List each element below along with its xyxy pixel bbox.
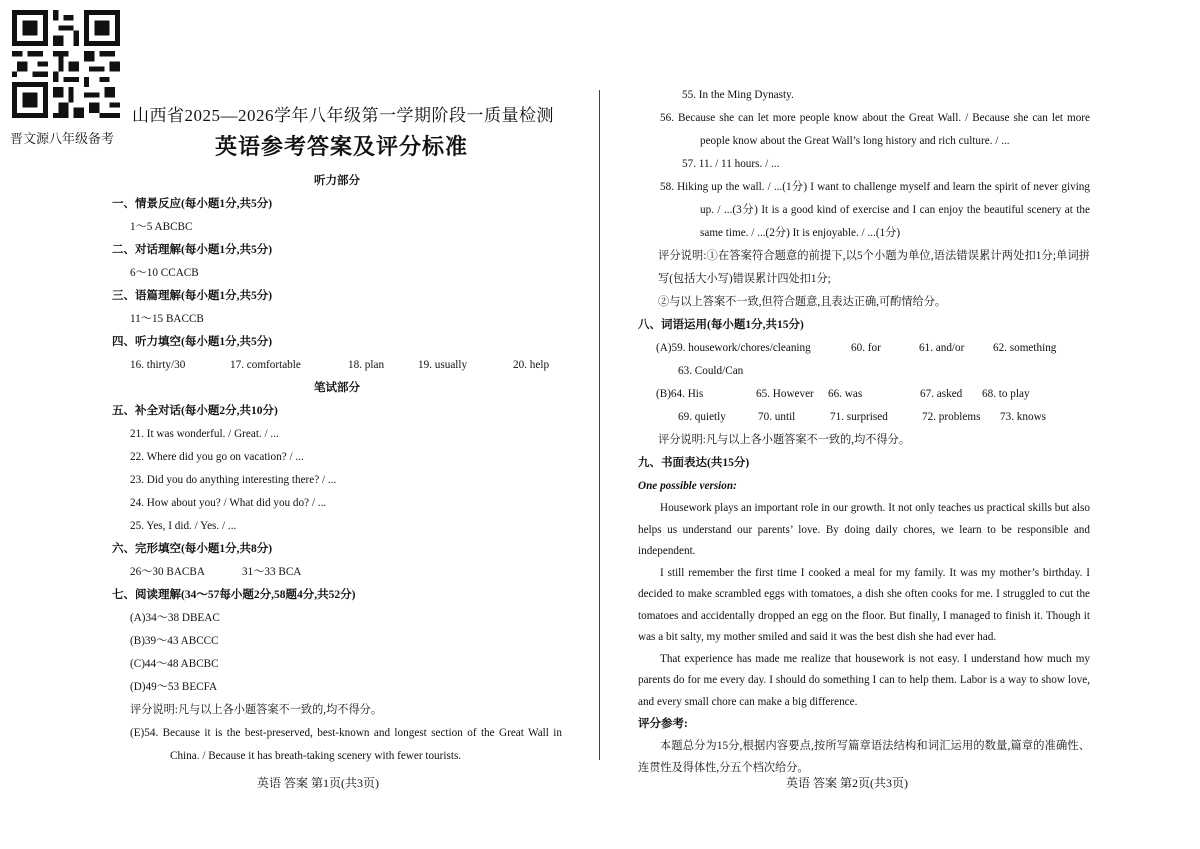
- scoring-note: 评分说明:凡与以上各小题答案不一致的,均不得分。: [658, 434, 911, 446]
- answer-item: 71. surprised: [830, 411, 888, 423]
- scoring-reference: 本题总分为15分,根据内容要点,按所写篇章语法结构和词汇运用的数量,篇章的准确性、连贯性及得体性,分五个档次给分。: [638, 740, 1090, 774]
- answer-item: 31～33 BCA: [242, 566, 302, 578]
- answer-paragraph: 56. Because she can let more people know about the Great Wall. / Because she can let more people know about the Great Wall’s long history and rich culture. / ...: [660, 112, 1090, 147]
- answer-item: 61. and/or: [919, 342, 965, 354]
- right-column: [638, 84, 1090, 779]
- answer-line: (C)44～48 ABCBC: [130, 658, 219, 670]
- answer-line: 25. Yes, I did. / Yes. / ...: [130, 520, 237, 532]
- section-title: 四、听力填空(每小题1分,共5分): [112, 336, 273, 348]
- answer-item: 66. was: [828, 388, 863, 400]
- answer-line: 24. How about you? / What did you do? / ...: [130, 497, 327, 509]
- listening-heading: 听力部分: [314, 175, 360, 187]
- answer-line: (A)34～38 DBEAC: [130, 612, 220, 624]
- answer-item: (A)59. housework/chores/cleaning: [656, 342, 811, 354]
- answer-item: (B)64. His: [656, 388, 704, 400]
- footer-left: 英语 答案 第1页(共3页): [257, 776, 379, 790]
- answer-item: 69. quietly: [678, 411, 726, 423]
- section-title: 评分参考:: [638, 718, 688, 730]
- answer-line: 6～10 CCACB: [130, 267, 199, 279]
- answer-row: [112, 354, 562, 377]
- answer-line: 22. Where did you go on vacation? / ...: [130, 451, 304, 463]
- scoring-note: ②与以上答案不一致,但符合题意,且表达正确,可酌情给分。: [658, 296, 947, 308]
- answer-item: 17. comfortable: [230, 359, 301, 371]
- section-title: 八、词语运用(每小题1分,共15分): [638, 319, 804, 331]
- answer-item: 20. help: [513, 359, 550, 371]
- answer-row: [638, 406, 1090, 429]
- answer-line: 63. Could/Can: [678, 365, 744, 377]
- answer-item: 70. until: [758, 411, 796, 423]
- scoring-note: 评分说明:①在答案符合题意的前提下,以5个小题为单位,语法错误累计两处扣1分;单词拼写(包括大小写)错误累计四处扣1分;: [658, 250, 1090, 285]
- qr-code: [12, 10, 120, 118]
- scoring-note: 评分说明:凡与以上各小题答案不一致的,均不得分。: [130, 704, 383, 716]
- left-column: [112, 170, 562, 768]
- answer-row: [638, 383, 1090, 406]
- answer-line: 23. Did you do anything interesting there? / ...: [130, 474, 337, 486]
- writing-heading: 笔试部分: [314, 382, 360, 394]
- answer-item: 18. plan: [348, 359, 385, 371]
- exam-title: 山西省2025—2026学年八年级第一学期阶段一质量检测: [132, 106, 554, 125]
- essay-paragraph: That experience has made me realize that housework is not easy. I understand how much my parents do for me every day. I should do something I can to help them. Labor is a way to show love, and every small chore can make a big difference.: [638, 652, 1090, 708]
- answer-item: 68. to play: [982, 388, 1030, 400]
- section-title: 一、情景反应(每小题1分,共5分): [112, 198, 273, 210]
- answer-line: 1～5 ABCBC: [130, 221, 193, 233]
- answer-item: 67. asked: [920, 388, 963, 400]
- answer-item: 65. However: [756, 388, 814, 400]
- essay-paragraph: Housework plays an important role in our growth. It not only teaches us practical skills but also helps us understand our parents’ love. By doing daily chores, we learn to be responsible and independent.: [638, 502, 1090, 557]
- section-title: 五、补全对话(每小题2分,共10分): [112, 405, 278, 417]
- page-divider: [599, 90, 600, 760]
- answer-row: [638, 337, 1090, 360]
- answer-line: 55. In the Ming Dynasty.: [682, 89, 794, 101]
- watermark-text: 晋文源八年级备考: [10, 131, 115, 146]
- section-title: 九、书面表达(共15分): [638, 457, 750, 469]
- answer-item: 73. knows: [1000, 411, 1046, 423]
- section-title: 七、阅读理解(34～57每小题2分,58题4分,共52分): [112, 589, 356, 601]
- section-title: 六、完形填空(每小题1分,共8分): [112, 543, 273, 555]
- section-title: 二、对话理解(每小题1分,共5分): [112, 244, 273, 256]
- answer-line: (D)49～53 BECFA: [130, 681, 218, 693]
- answer-line: 57. 11. / 11 hours. / ...: [682, 158, 780, 170]
- answer-line: 21. It was wonderful. / Great. / ...: [130, 428, 279, 440]
- version-label: One possible version:: [638, 480, 737, 492]
- answer-line: 11～15 BACCB: [130, 313, 204, 325]
- answer-item: 60. for: [851, 342, 881, 354]
- answer-item: 16. thirty/30: [130, 359, 186, 371]
- answer-item: 62. something: [993, 342, 1057, 354]
- doc-title: 英语参考答案及评分标准: [215, 134, 469, 159]
- answer-paragraph: (E)54. Because it is the best-preserved, best-known and longest section of the Great Wall in China. / Because it has breath-taking scenery with fewer tourists.: [130, 727, 562, 762]
- essay-paragraph: I still remember the first time I cooked a meal for my family. It was my mother’s birthday. I decided to make scrambled eggs with tomatoes, a dish she often cooks for me. I struggled to cut the tomatoes and accidentally dropped an egg on the floor. But finally, I managed to finish it. Though it was a bit salty, my mother smiled and said it was the best dish she had ever had.: [638, 566, 1090, 643]
- answer-item: 19. usually: [418, 359, 468, 371]
- answer-line: (B)39～43 ABCCC: [130, 635, 219, 647]
- footer-right: 英语 答案 第2页(共3页): [786, 776, 908, 790]
- section-title: 三、语篇理解(每小题1分,共5分): [112, 290, 273, 302]
- answer-row: [112, 561, 562, 584]
- answer-item: 26～30 BACBA: [130, 566, 205, 578]
- answer-paragraph: 58. Hiking up the wall. / ...(1分) I want to challenge myself and learn the spirit of never giving up. / ...(3分) It is a good kind of exercise and I can enjoy the beautiful scenery at the same time. / ...(2分) It is enjoyable. / ...(1分): [660, 181, 1090, 239]
- answer-item: 72. problems: [922, 411, 981, 423]
